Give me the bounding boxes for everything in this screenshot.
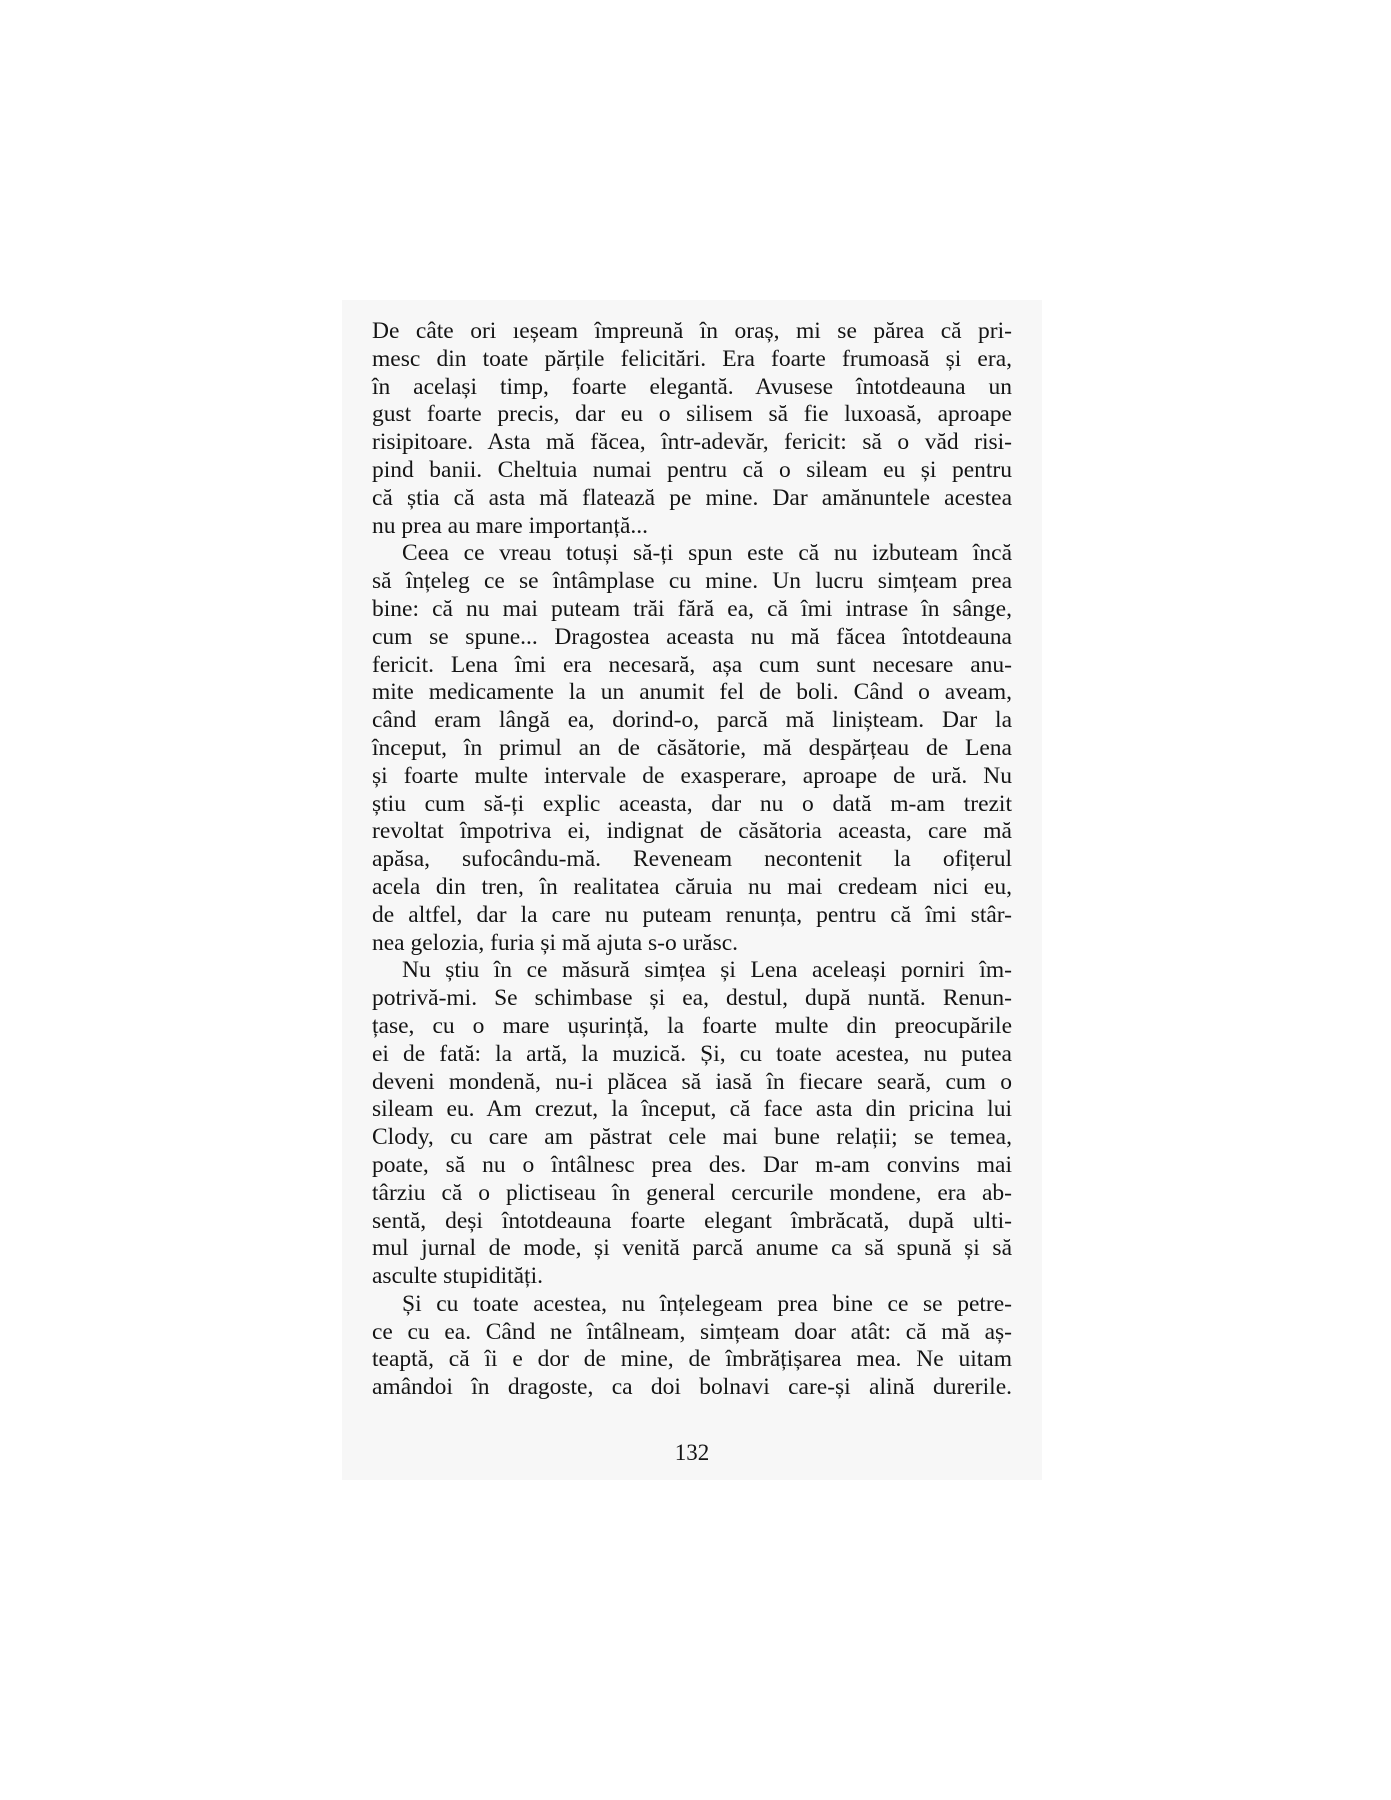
text-line: Ceea ce vreau totuși să-ți spun este că nu izbuteam încă bbox=[402, 540, 1012, 567]
text-line: târziu că o plictiseau în general cercurile mondene, era ab- bbox=[372, 1179, 1012, 1206]
page-number: 132 bbox=[674, 1440, 710, 1465]
text-line: ce cu ea. Când ne întâlneam, simțeam doar atât: că mă aș- bbox=[372, 1318, 1012, 1345]
paragraph bbox=[372, 318, 1012, 540]
text-line: început, în primul an de căsătorie, mă despărțeau de Lena bbox=[372, 734, 1012, 761]
text-line: revoltat împotriva ei, indignat de căsătoria aceasta, care mă bbox=[372, 818, 1012, 845]
text-line: Și cu toate acestea, nu înțelegeam prea bine ce se petre- bbox=[402, 1290, 1012, 1317]
paragraph bbox=[372, 957, 1012, 1291]
text-line: asculte stupidități. bbox=[372, 1263, 543, 1290]
text-line: poate, să nu o întâlnesc prea des. Dar m-am convins mai bbox=[372, 1151, 1012, 1178]
text-line: nu prea au mare importanță... bbox=[372, 512, 649, 539]
text-line: în același timp, foarte elegantă. Avusese întotdeauna un bbox=[372, 373, 1012, 400]
text-line: Clody, cu care am păstrat cele mai bune relații; se temea, bbox=[372, 1124, 1012, 1151]
text-line: Nu știu în ce măsură simțea și Lena aceleași porniri îm- bbox=[402, 957, 1012, 984]
text-line: ei de fată: la artă, la muzică. Și, cu toate acestea, nu putea bbox=[372, 1040, 1012, 1067]
text-line: acela din tren, în realitatea căruia nu mai credeam nici eu, bbox=[372, 873, 1012, 900]
text-line: bine: că nu mai puteam trăi fără ea, că îmi intrase în sânge, bbox=[372, 595, 1012, 622]
text-line: potrivă-mi. Se schimbase și ea, destul, după nuntă. Renun- bbox=[372, 985, 1012, 1012]
text-line: sileam eu. Am crezut, la început, că face asta din pricina lui bbox=[372, 1096, 1012, 1123]
text-line: știu cum să-ți explic aceasta, dar nu o dată m-am trezit bbox=[372, 790, 1012, 817]
text-line: nea gelozia, furia și mă ajuta s-o urăsc. bbox=[372, 929, 739, 956]
text-line: cum se spune... Dragostea aceasta nu mă făcea întotdeauna bbox=[372, 623, 1012, 650]
text-line: pind banii. Cheltuia numai pentru că o sileam eu și pentru bbox=[372, 456, 1012, 483]
text-line: deveni mondenă, nu-i plăcea să iasă în fiecare seară, cum o bbox=[372, 1068, 1012, 1095]
paragraph bbox=[372, 540, 1012, 957]
text-line: țase, cu o mare ușurință, la foarte multe din preocupările bbox=[372, 1012, 1012, 1039]
text-line: sentă, deși întotdeauna foarte elegant îmbrăcată, după ulti- bbox=[372, 1207, 1012, 1234]
text-line: fericit. Lena îmi era necesară, așa cum sunt necesare anu- bbox=[372, 651, 1012, 678]
text-line: gust foarte precis, dar eu o silisem să fie luxoasă, aproape bbox=[372, 401, 1012, 428]
text-line: apăsa, sufocându-mă. Reveneam necontenit la ofițerul bbox=[372, 846, 1012, 873]
paragraph bbox=[372, 1291, 1012, 1402]
body-text bbox=[372, 318, 1012, 1402]
text-line: de altfel, dar la care nu puteam renunța, pentru că îmi stâr- bbox=[372, 901, 1012, 928]
text-line: să înțeleg ce se întâmplase cu mine. Un lucru simțeam prea bbox=[372, 568, 1012, 595]
text-line: De câte ori ıeșeam împreună în oraș, mi se părea că pri- bbox=[372, 318, 1012, 344]
text-line: mite medicamente la un anumit fel de boli. Când o aveam, bbox=[372, 679, 1012, 706]
text-line: amândoi în dragoste, ca doi bolnavi care-și alină durerile. bbox=[372, 1374, 1012, 1401]
text-line: mesc din toate părțile felicitări. Era foarte frumoasă și era, bbox=[372, 345, 1012, 372]
text-line: teaptă, că îi e dor de mine, de îmbrățișarea mea. Ne uitam bbox=[372, 1346, 1012, 1373]
text-line: când eram lângă ea, dorind-o, parcă mă liniștеam. Dar la bbox=[372, 707, 1012, 734]
text-line: că știa că asta mă flatează pe mine. Dar amănuntele acestea bbox=[372, 484, 1012, 511]
text-line: risipitoare. Asta mă făcea, într-adevăr, fericit: să o văd risi- bbox=[372, 429, 1012, 456]
text-line: și foarte multe intervale de exasperare, aproape de ură. Nu bbox=[372, 762, 1012, 789]
text-line: mul jurnal de mode, și venită parcă anume ca să spună și să bbox=[372, 1235, 1012, 1262]
